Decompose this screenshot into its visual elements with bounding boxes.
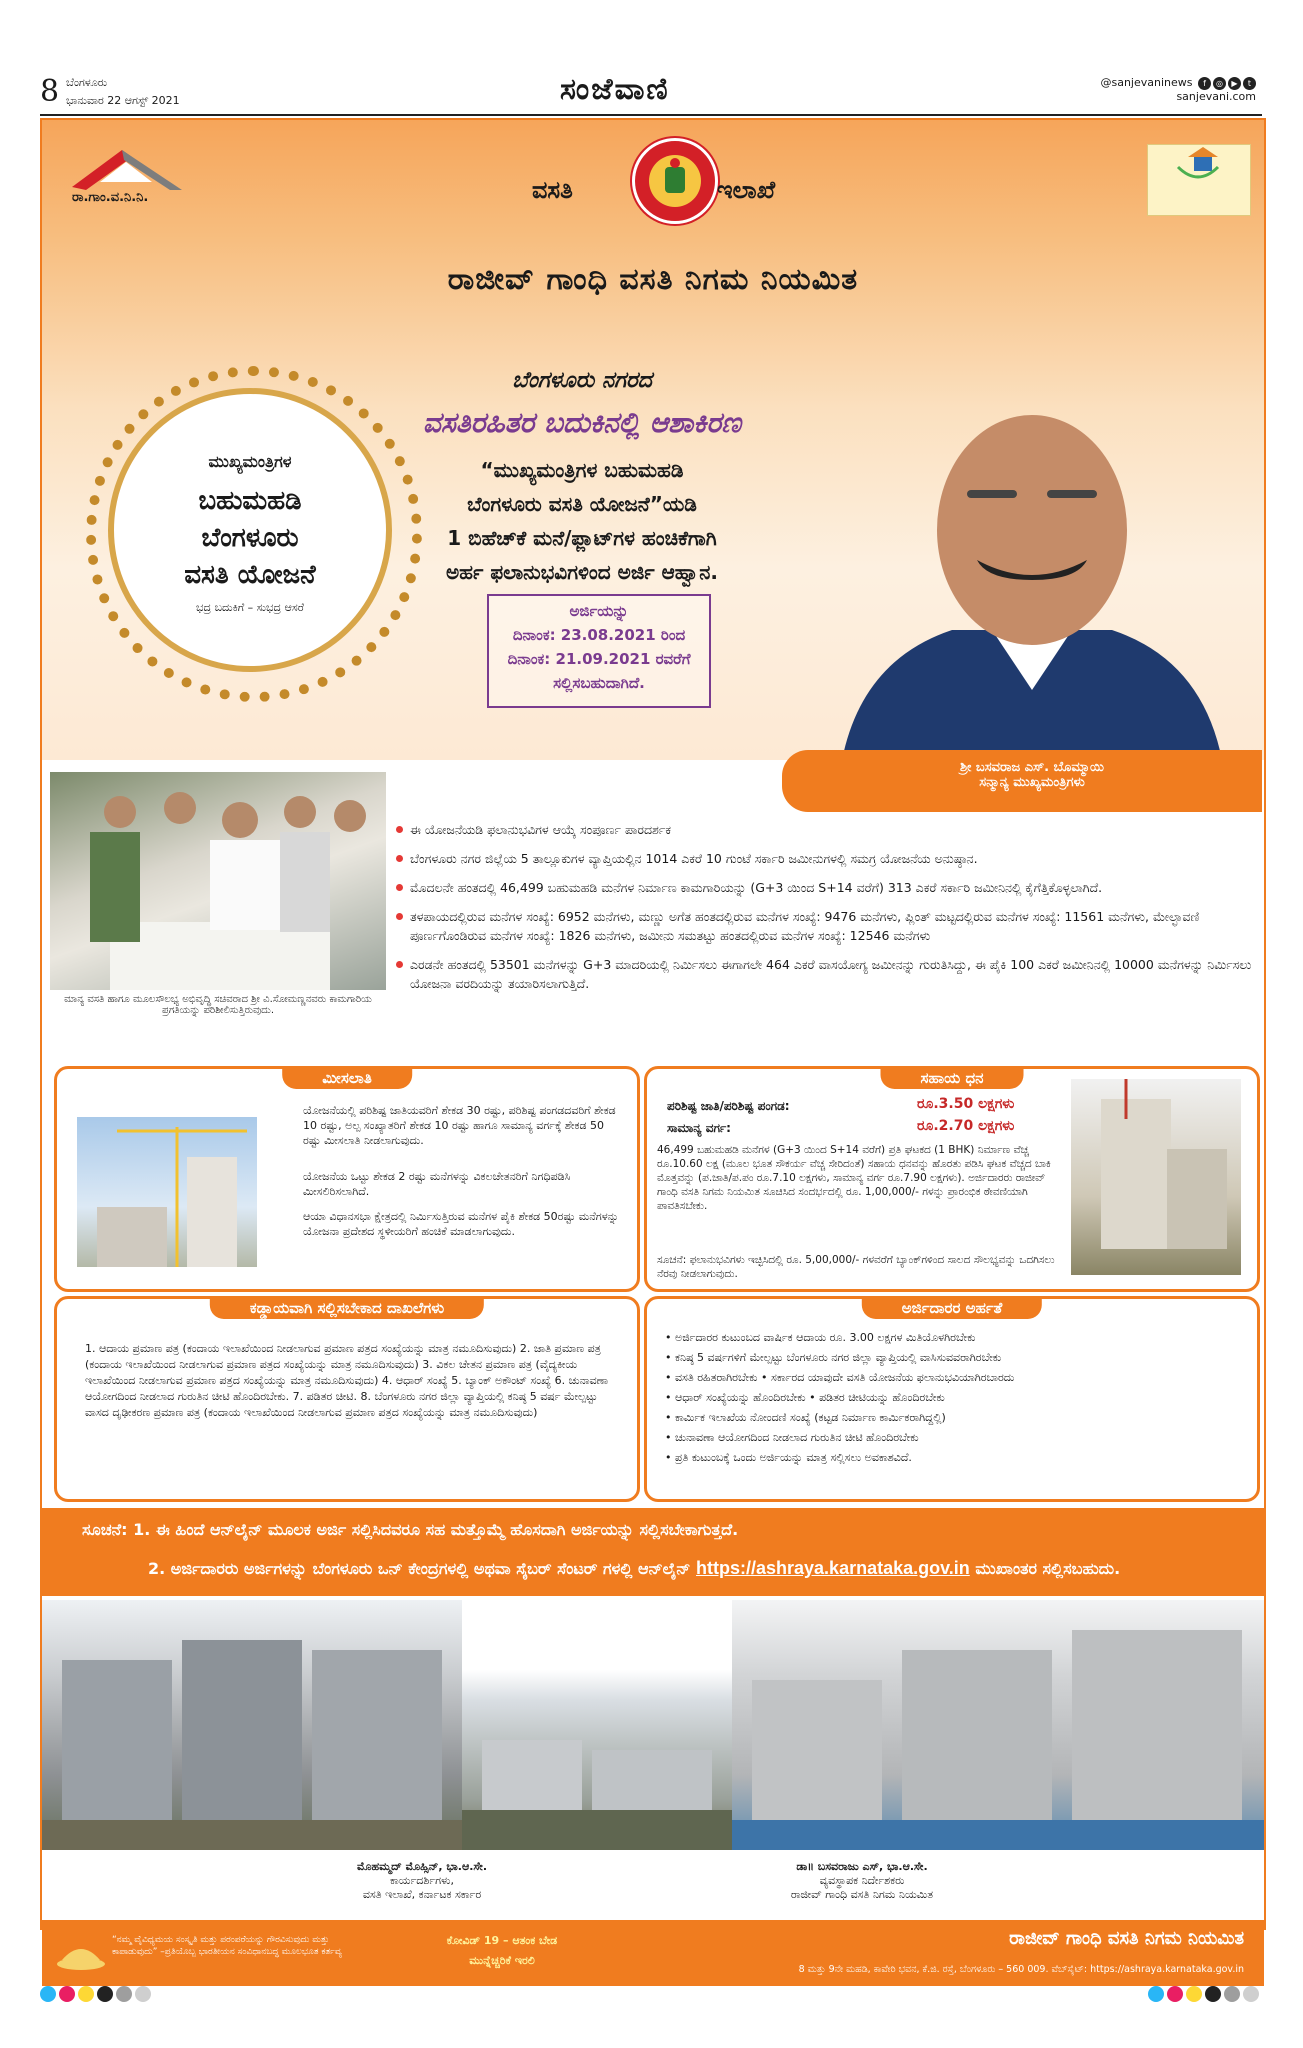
housing-advertisement	[40, 118, 1266, 1975]
dept-word-left: ವಸತಿ	[532, 176, 573, 204]
highlight-item: ಈ ಯೋಜನೆಯಡಿ ಫಲಾನುಭವಿಗಳ ಆಯ್ಕೆ ಸಂಪೂರ್ಣ ಪಾರದರ್ಶಕ	[394, 820, 1254, 839]
notice-line-2-end: ಮುಖಾಂತರ ಸಲ್ಲಿಸಬಹುದು.	[975, 1559, 1121, 1578]
city-line: ಬೆಂಗಳೂರು ನಗರದ	[512, 368, 652, 393]
eligibility-item: • ಪ್ರತಿ ಕುಟುಂಬಕ್ಕೆ ಒಂದು ಅರ್ಜಿಯನ್ನು ಮಾತ್ರ ಸಲ್ಲಿಸಲು ಅವಕಾಶವಿದೆ.	[665, 1451, 1245, 1465]
notice-band	[42, 1508, 1264, 1596]
badge-tagline: ಭದ್ರ ಬದುಕಿಗೆ – ಸುಭದ್ರ ಆಸರೆ	[196, 601, 304, 614]
registration-marks-right	[1148, 1986, 1262, 2006]
facebook-icon[interactable]: f	[1198, 77, 1211, 90]
invite-line-2: ಬೆಂಗಳೂರು ವಸತಿ ಯೋಜನೆ”ಯಡಿ	[467, 492, 697, 516]
documents-text: 1. ಆದಾಯ ಪ್ರಮಾಣ ಪತ್ರ (ಕಂದಾಯ ಇಲಾಖೆಯಿಂದ ನೀಡಲಾಗುವ ಪ್ರಮಾಣ ಪತ್ರದ ಸಂಖ್ಯೆಯನ್ನು ಮಾತ್ರ ನಮೂದಿಸುವುದು) 2. ಜಾತಿ ಪ್ರಮಾಣ ಪತ್ರ (ಕಂದಾಯ ಇಲಾಖೆಯಿಂದ ನೀಡಲಾಗುವ ಪ್ರಮಾಣ ಪತ್ರದ ಸಂಖ್ಯೆಯನ್ನು ಮಾತ್ರ ನಮೂದಿಸುವುದು) 3. ವಿಕಲ ಚೇತನ ಪ್ರಮಾಣ ಪತ್ರ (ವೈದ್ಯಕೀಯ ಇಲಾಖೆಯಿಂದ ನೀಡಲಾಗುವ ಪ್ರಮಾಣ ಪತ್ರದ ಸಂಖ್ಯೆಯನ್ನು ಮಾತ್ರ ನಮೂದಿಸುವುದು) 4. ಆಧಾರ್ ಸಂಖ್ಯೆ 5. ಬ್ಯಾಂಕ್ ಅಕೌಂಟ್ ಸಂಖ್ಯೆ 6. ಚುನಾವಣಾ ಆಯೋಗದಿಂದ ನೀಡಲಾದ ಗುರುತಿನ ಚೀಟಿ ಹೊಂದಿರಬೇಕು. 7. ಪಡಿತರ ಚೀಟಿ. 8. ಬೆಂಗಳೂರು ನಗರ ಜಿಲ್ಲಾ ವ್ಯಾಪ್ತಿಯಲ್ಲಿ ಕನಿಷ್ಠ 5 ವರ್ಷ ಮೇಲ್ಪಟ್ಟು ವಾಸದ ದೃಢೀಕರಣ ಪ್ರಮಾಣ ಪತ್ರ (ಕಂದಾಯ ಇಲಾಖೆಯಿಂದ ನೀಡಲಾಗುವ ಪ್ರಮಾಣ ಪತ್ರದ ಸಂಖ್ಯೆಯನ್ನು ಮಾತ್ರ ನಮೂದಿಸುವುದು)	[85, 1342, 609, 1419]
registration-dot	[78, 1986, 94, 2002]
highlight-item: ಎರಡನೇ ಹಂತದಲ್ಲಿ 53501 ಮನೆಗಳನ್ನು G+3 ಮಾದರಿಯಲ್ಲಿ ನಿರ್ಮಿಸಲು ಈಗಾಗಲೇ 464 ಎಕರೆ ವಾಸಯೋಗ್ಯ ಜಮೀನನ್ನು ಗುರುತಿಸಿದ್ದು, ಈ ಪೈಕಿ 100 ಎಕರೆ ಜಮೀನಿನಲ್ಲಿ 10000 ಮನೆಗಳನ್ನು ನಿರ್ಮಿಸಲು ಯೋಜನಾ ವರದಿಯನ್ನು ತಯಾರಿಸಲಾಗುತ್ತಿದೆ.	[394, 955, 1254, 993]
badge-line-4: ವಸತಿ ಯೋಜನೆ	[184, 560, 316, 590]
masthead-website[interactable]: sanjevani.com	[1176, 89, 1256, 103]
dept-word-right: ಇಲಾಖೆ	[717, 176, 776, 204]
registration-dot	[97, 1986, 113, 2002]
masthead-social	[1100, 76, 1256, 103]
eligibility-list	[665, 1331, 1245, 1471]
registration-dot	[135, 1986, 151, 2002]
registration-dot	[59, 1986, 75, 2002]
reservation-para-2: ಯೋಜನೆಯ ಒಟ್ಟು ಶೇಕಡ 2 ರಷ್ಟು ಮನೆಗಳನ್ನು ವಿಕಲಚೇತನರಿಗೆ ನಿಗಧಿಪಡಿಸಿ ಮೀಸಲಿರಿಸಲಾಗಿದೆ.	[303, 1170, 571, 1198]
minister-inspection-photo	[50, 772, 386, 990]
corporation-title: ರಾಜೀವ್ ಗಾಂಧಿ ವಸತಿ ನಿಗಮ ನಿಯಮಿತ	[447, 262, 859, 297]
twitter-icon[interactable]: t	[1243, 77, 1256, 90]
invite-line-4: ಅರ್ಹ ಫಲಾನುಭವಿಗಳಿಂದ ಅರ್ಜಿ ಆಹ್ವಾನ.	[445, 560, 719, 584]
youtube-icon[interactable]: ▶	[1228, 77, 1241, 90]
registration-dot	[40, 1986, 56, 2002]
registration-dot	[1243, 1986, 1259, 2002]
footer-corporation-name: ರಾಜೀವ್ ಗಾಂಧಿ ವಸತಿ ನಿಗಮ ನಿಯಮಿತ	[1009, 1928, 1244, 1949]
registration-dot	[1167, 1986, 1183, 2002]
hero-section	[42, 120, 1264, 760]
subsidy-sc-value: ರೂ.3.50 ಲಕ್ಷಗಳು	[917, 1096, 1015, 1112]
covid-message	[402, 1934, 602, 1968]
subsidy-para-1: 46,499 ಬಹುಮಹಡಿ ಮನೆಗಳ (G+3 ಯಿಂದ S+14 ವರೆಗೆ) ಪ್ರತಿ ಘಟಕದ (1 BHK) ನಿರ್ಮಾಣ ವೆಚ್ಚ ರೂ.10.60 ಲಕ್ಷ (ಮೂಲ ಭೂತ ಸೌಕರ್ಯ ವೆಚ್ಚ ಸೇರಿದಂತೆ) ಸಹಾಯ ಧನವನ್ನು ಹೊರತು ಪಡಿಸಿ ಘಟಕ ವೆಚ್ಚದ ಬಾಕಿ ಮೊತ್ತವನ್ನು (ಪ.ಜಾತಿ/ಪ.ಪಂ ರೂ.7.10 ಲಕ್ಷಗಳು, ಸಾಮಾನ್ಯ ವರ್ಗ ರೂ.7.90 ಲಕ್ಷಗಳು). ಅರ್ಜಿದಾರರು ರಾಜೀವ್ ಗಾಂಧಿ ವಸತಿ ನಿಗಮ ನಿಯಮಿತ ಸೂಚಿಸಿದ ಸಂದರ್ಭದಲ್ಲಿ ರೂ. 1,00,000/- ಗಳನ್ನು ಪ್ರಾರಂಭಿಕ ಠೇವಣಿಯಾಗಿ ಪಾವತಿಸಬೇಕು.	[657, 1144, 1051, 1212]
subsidy-title: ಸಹಾಯ ಧನ	[881, 1067, 1024, 1089]
covid-line-2: ಮುನ್ನೆಚ್ಚರಿಕೆ ಇರಲಿ	[469, 1954, 535, 1967]
newspaper-title: ಸಂಜೆವಾಣಿ	[560, 72, 670, 107]
registration-dot	[1224, 1986, 1240, 2002]
date-box-line-1: ಅರ್ಜಿಯನ್ನು	[569, 602, 629, 620]
subsidy-box	[644, 1066, 1260, 1292]
masthead-city: ಬೆಂಗಳೂರು	[66, 76, 108, 89]
newspaper-masthead	[40, 70, 1262, 116]
signatory-managing-director	[712, 1860, 1012, 1902]
notice-line-2-text: 2. ಅರ್ಜಿದಾರರು ಅರ್ಜಿಗಳನ್ನು ಬೆಂಗಳೂರು ಒನ್ ಕೇಂದ್ರಗಳಲ್ಲಿ ಅಥವಾ ಸೈಬರ್ ಸೆಂಟರ್ ಗಳಲ್ಲಿ ಆನ್‌ಲೈನ್	[148, 1559, 691, 1578]
subsidy-general-value: ರೂ.2.70 ಲಕ್ಷಗಳು	[917, 1118, 1015, 1134]
registration-dot	[1148, 1986, 1164, 2002]
corp-short-name: ರಾ.ಗಾಂ.ವ.ನಿ.ನಿ.	[72, 190, 149, 205]
badge-line-2: ಬಹುಮಹಡಿ	[198, 486, 302, 516]
eligibility-item: • ಅರ್ಜಿದಾರರ ಕುಟುಂಬದ ವಾರ್ಷಿಕ ಆದಾಯ ರೂ. 3.00 ಲಕ್ಷಗಳ ಮಿತಿಯೊಳಗಿರಬೇಕು	[665, 1331, 1245, 1345]
required-documents-box	[54, 1296, 640, 1502]
signatory-secretary	[272, 1860, 572, 1902]
eligibility-item: • ಕನಿಷ್ಠ 5 ವರ್ಷಗಳಿಗೆ ಮೇಲ್ಪಟ್ಟು ಬೆಂಗಳೂರು ನಗರ ಜಿಲ್ಲಾ ವ್ಯಾಪ್ತಿಯಲ್ಲಿ ವಾಸಿಸುವವರಾಗಿರಬೇಕು	[665, 1351, 1245, 1365]
cm-title: ಸನ್ಮಾನ್ಯ ಮುಖ್ಯಮಂತ್ರಿಗಳು	[979, 775, 1085, 790]
highlight-item: ಬೆಂಗಳೂರು ನಗರ ಜಿಲ್ಲೆಯ 5 ತಾಲ್ಲೂಕುಗಳ ವ್ಯಾಪ್ತಿಯಲ್ಲಿನ 1014 ಎಕರೆ 10 ಗುಂಟೆ ಸರ್ಕಾರಿ ಜಮೀನುಗಳಲ್ಲಿ ಸಮಗ್ರ ಯೋಜನೆಯ ಅನುಷ್ಠಾನ.	[394, 849, 1254, 868]
cm-name: ಶ್ರೀ ಬಸವರಾಜ ಎಸ್. ಬೊಮ್ಮಾಯಿ	[959, 760, 1105, 775]
hero-tagline: ವಸತಿರಹಿತರ ಬದುಕಿನಲ್ಲಿ ಆಶಾಕಿರಣ	[422, 406, 742, 439]
signatory-name: ಡಾ॥ ಬಸವರಾಜು ಎಸ್, ಭಾ.ಆ.ಸೇ.	[796, 1860, 928, 1873]
eligibility-item: • ವಸತಿ ರಹಿತರಾಗಿರಬೇಕು • ಸರ್ಕಾರದ ಯಾವುದೇ ವಸತಿ ಯೋಜನೆಯ ಫಲಾನುಭವಿಯಾಗಿರಬಾರದು	[665, 1371, 1245, 1385]
eligibility-title: ಅರ್ಜಿದಾರರ ಅರ್ಹತೆ	[862, 1297, 1042, 1319]
documents-title: ಕಡ್ಡಾಯವಾಗಿ ಸಲ್ಲಿಸಬೇಕಾದ ದಾಖಲೆಗಳು	[210, 1297, 484, 1319]
building-photo-right	[732, 1600, 1264, 1850]
eligibility-item: • ಕಾರ್ಮಿಕ ಇಲಾಖೆಯ ನೋಂದಣಿ ಸಂಖ್ಯೆ (ಕಟ್ಟಡ ನಿರ್ಮಾಣ ಕಾರ್ಮಿಕರಾಗಿದ್ದಲ್ಲಿ)	[665, 1411, 1245, 1425]
reservation-title: ಮೀಸಲಾತಿ	[282, 1067, 412, 1089]
reservation-para-1: ಯೋಜನೆಯಲ್ಲಿ ಪರಿಶಿಷ್ಟ ಜಾತಿಯವರಿಗೆ ಶೇಕಡ 30 ರಷ್ಟು, ಪರಿಶಿಷ್ಟ ಪಂಗಡದವರಿಗೆ ಶೇಕಡ 10 ರಷ್ಟು, ಅಲ್ಪ ಸಂಖ್ಯಾತರಿಗೆ ಶೇಕಡ 10 ರಷ್ಟು ಹಾಗೂ ಸಾಮಾನ್ಯ ವರ್ಗಕ್ಕೆ ಶೇಕಡ 50 ರಷ್ಟು ಮೀಸಲಾತಿ ನೀಡಲಾಗುವುದು.	[303, 1104, 616, 1147]
ashraya-website-link[interactable]: https://ashraya.karnataka.gov.in	[696, 1558, 970, 1578]
karnataka-emblem-icon	[632, 138, 718, 224]
badge-line-1: ಮುಖ್ಯಮಂತ್ರಿಗಳ	[208, 452, 292, 471]
building-photo-left	[42, 1600, 462, 1850]
subsidy-para-2: ಸೂಚನೆ: ಫಲಾನುಭವಿಗಳು ಇಚ್ಛಿಸಿದಲ್ಲಿ ರೂ. 5,00,000/- ಗಳವರೆಗೆ ಬ್ಯಾಂಕ್‌ಗಳಿಂದ ಸಾಲದ ಸೌಲಭ್ಯವನ್ನು ಒದಗಿಸಲು ನೆರವು ನೀಡಲಾಗುವುದು.	[657, 1254, 1055, 1280]
ad-footer	[42, 1920, 1264, 1986]
social-handle: @sanjevaninews	[1100, 76, 1193, 89]
highlight-item: ತಳಪಾಯದಲ್ಲಿರುವ ಮನೆಗಳ ಸಂಖ್ಯೆ: 6952 ಮನೆಗಳು, ಮಣ್ಣು ಅಗೆತ ಹಂತದಲ್ಲಿರುವ ಮನೆಗಳ ಸಂಖ್ಯೆ: 9476 ಮನೆಗಳು, ಪ್ಲಿಂತ್ ಮಟ್ಟದಲ್ಲಿರುವ ಮನೆಗಳ ಸಂಖ್ಯೆ: 11561 ಮನೆಗಳು, ಮೇಲ್ಛಾವಣಿ ಪೂರ್ಣಗೊಂಡಿರುವ ಮನೆಗಳ ಸಂಖ್ಯೆ: 1826 ಮನೆಗಳು, ಜಮೀನು ಸಮತಟ್ಟು ಹಂತದಲ್ಲಿರುವ ಮನೆಗಳ ಸಂಖ್ಯೆ: 12546 ಮನೆಗಳು	[394, 907, 1254, 945]
eligibility-box	[644, 1296, 1260, 1502]
signatory-role: ಕಾರ್ಯದರ್ಶಿಗಳು,	[389, 1874, 455, 1887]
reservation-para-3: ಆಯಾ ವಿಧಾನಸಭಾ ಕ್ಷೇತ್ರದಲ್ಲಿ ನಿರ್ಮಿಸುತ್ತಿರುವ ಮನೆಗಳ ಪೈಕಿ ಶೇಕಡ 50ರಷ್ಟು ಮನೆಗಳನ್ನು ಯೋಜನಾ ಪ್ರದೇಶದ ಸ್ಥಳೀಯರಿಗೆ ಹಂಚಿಕೆ ಮಾಡಲಾಗುವುದು.	[303, 1210, 619, 1238]
covid-line-1: ಕೋವಿಡ್ 19 – ಆತಂಕ ಬೇಡ	[446, 1934, 558, 1947]
constitution-quote: “ನಮ್ಮ ವೈವಿಧ್ಯಮಯ ಸಂಸ್ಕೃತಿ ಮತ್ತು ಪರಂಪರೆಯನ್ನು ಗೌರವಿಸುವುದು ಮತ್ತು ಕಾಪಾಡುವುದು” –ಪ್ರತಿಯೊಬ್ಬ ಭಾರತೀಯನ ಸಂವಿಧಾನಬದ್ಧ ಮೂಲಭೂತ ಕರ್ತವ್ಯ	[112, 1935, 342, 1957]
signatory-org: ರಾಜೀವ್ ಗಾಂಧಿ ವಸತಿ ನಿಗಮ ನಿಯಮಿತ	[790, 1888, 934, 1901]
invite-line-3: 1 ಬಿಹೆಚ್‌ಕೆ ಮನೆ/ಫ್ಲಾಟ್‌ಗಳ ಹಂಚಿಕೆಗಾಗಿ	[447, 526, 717, 550]
application-date-box	[487, 594, 711, 708]
scheme-highlights-list	[394, 820, 1254, 1003]
registration-dot	[1186, 1986, 1202, 2002]
page-number: 8	[40, 74, 60, 109]
apartment-construction-photo	[1071, 1079, 1241, 1275]
signatory-role: ವ್ಯವಸ್ಥಾಪಕ ನಿರ್ದೇಶಕರು	[819, 1874, 905, 1887]
chief-minister-portrait	[802, 360, 1262, 760]
signatory-name: ಮೊಹಮ್ಮದ್ ಮೊಹ್ಸಿನ್, ಭಾ.ಆ.ಸೇ.	[356, 1860, 488, 1873]
signatory-org: ವಸತಿ ಇಲಾಖೆ, ಕರ್ನಾಟಕ ಸರ್ಕಾರ	[362, 1888, 482, 1901]
parliament-icon	[56, 1936, 106, 1970]
eligibility-item: • ಚುನಾವಣಾ ಆಯೋಗದಿಂದ ನೀಡಲಾದ ಗುರುತಿನ ಚೀಟಿ ಹೊಂದಿರಬೇಕು	[665, 1431, 1245, 1445]
reservation-box	[54, 1066, 640, 1292]
date-box-line-4: ಸಲ್ಲಿಸಬಹುದಾಗಿದೆ.	[553, 674, 645, 692]
subsidy-sc-label: ಪರಿಶಿಷ್ಟ ಜಾತಿ/ಪರಿಶಿಷ್ಟ ಪಂಗಡ:	[667, 1099, 790, 1113]
subsidy-general-label: ಸಾಮಾನ್ಯ ವರ್ಗ:	[667, 1121, 731, 1135]
notice-line-1: ಸೂಚನೆ: 1. ಈ ಹಿಂದೆ ಆನ್‌ಲೈನ್ ಮೂಲಕ ಅರ್ಜಿ ಸಲ್ಲಿಸಿದವರೂ ಸಹ ಮತ್ತೊಮ್ಮೆ ಹೊಸದಾಗಿ ಅರ್ಜಿಯನ್ನು ಸಲ್ಲಿಸಬೇಕಾಗುತ್ತದೆ.	[82, 1520, 739, 1539]
badge-line-3: ಬೆಂಗಳೂರು	[201, 523, 299, 553]
cm-caption	[912, 760, 1152, 790]
registration-dot	[116, 1986, 132, 2002]
masthead-date: ಭಾನುವಾರ 22 ಆಗಸ್ಟ್ 2021	[66, 94, 180, 107]
instagram-icon[interactable]: ◎	[1213, 77, 1226, 90]
date-box-line-3: ದಿನಾಂಕ: 21.09.2021 ರವರೆಗೆ	[507, 650, 691, 668]
building-photo-middle	[462, 1600, 732, 1850]
eligibility-item: • ಆಧಾರ್ ಸಂಖ್ಯೆಯನ್ನು ಹೊಂದಿರಬೇಕು • ಪಡಿತರ ಚೀಟಿಯನ್ನು ಹೊಂದಿರಬೇಕು	[665, 1391, 1245, 1405]
footer-address: 8 ಮತ್ತು 9ನೇ ಮಹಡಿ, ಕಾವೇರಿ ಭವನ, ಕೆ.ಜಿ. ರಸ್ತೆ, ಬೆಂಗಳೂರು – 560 009. ವೆಬ್‌ಸೈಟ್: https://ashraya.karnataka.gov.in	[798, 1964, 1244, 1975]
inspection-photo-caption: ಮಾನ್ಯ ವಸತಿ ಹಾಗೂ ಮೂಲಸೌಲಭ್ಯ ಅಭಿವೃದ್ಧಿ ಸಚಿವರಾದ ಶ್ರೀ ವಿ.ಸೋಮಣ್ಣನವರು ಕಾಮಗಾರಿಯ ಪ್ರಗತಿಯನ್ನು ಪರಿಶೀಲಿಸುತ್ತಿರುವುದು.	[64, 994, 372, 1016]
pmay-logo	[1147, 144, 1251, 216]
construction-crane-photo	[77, 1117, 257, 1267]
registration-dot	[1205, 1986, 1221, 2002]
notice-line-2	[148, 1558, 1120, 1579]
registration-marks-left	[40, 1986, 154, 2006]
invite-line-1: “ಮುಖ್ಯಮಂತ್ರಿಗಳ ಬಹುಮಹಡಿ	[480, 458, 684, 482]
date-box-line-2: ದಿನಾಂಕ: 23.08.2021 ರಿಂದ	[512, 626, 686, 644]
highlight-item: ಮೊದಲನೇ ಹಂತದಲ್ಲಿ 46,499 ಬಹುಮಹಡಿ ಮನೆಗಳ ನಿರ್ಮಾಣ ಕಾಮಗಾರಿಯನ್ನು (G+3 ಯಿಂದ S+14 ವರೆಗೆ) 313 ಎಕರೆ ಸರ್ಕಾರಿ ಜಮೀನಿನಲ್ಲಿ ಕೈಗೆತ್ತಿಕೊಳ್ಳಲಾಗಿದೆ.	[394, 878, 1254, 897]
